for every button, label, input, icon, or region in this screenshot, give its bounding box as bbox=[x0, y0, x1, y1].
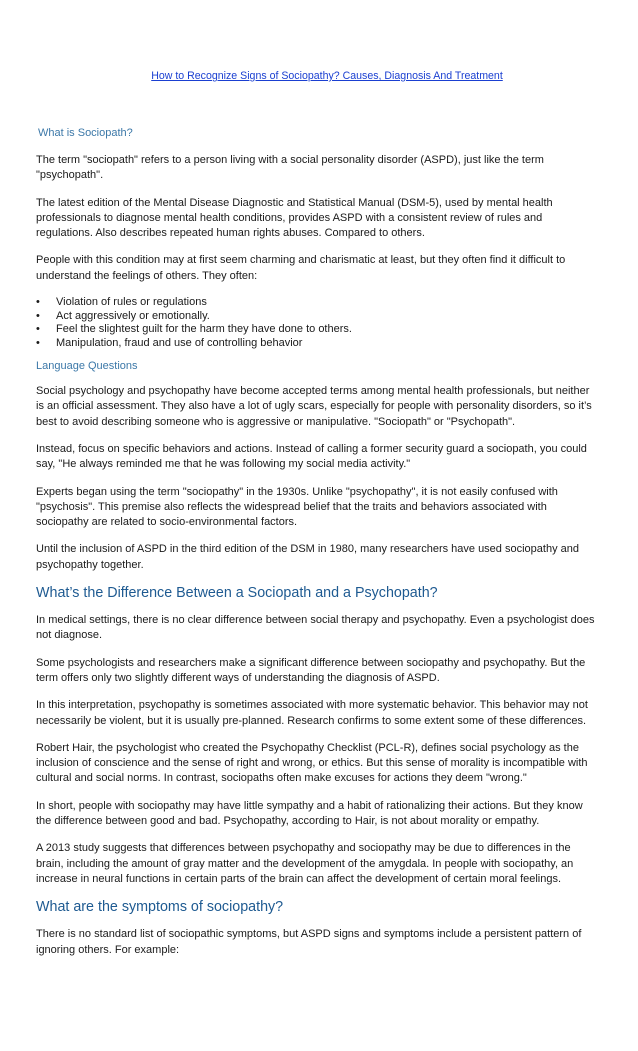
paragraph: There is no standard list of sociopathic symptoms, but ASPD signs and symptoms include a persistent pattern of ignoring others. For example: bbox=[36, 928, 582, 956]
list-item-text: Violation of rules or regulations bbox=[56, 296, 207, 309]
list-item bbox=[36, 310, 596, 324]
section-heading-what-is-sociopath: What is Sociopath? bbox=[38, 127, 133, 139]
paragraph: Robert Hair, the psychologist who created the Psychopathy Checklist (PCL-R), defines social psychology as the inclusion of conscience and the sense of right and wrong, or ethics. But this sense of morality is incompatible with cultural and social norms. In contrast, sociopaths often make excuses for actions they deem "wrong." bbox=[36, 741, 588, 785]
paragraph: People with this condition may at first seem charming and charismatic at least, but they often find it difficult to understand the feelings of others. They often: bbox=[36, 254, 566, 282]
section-heading-language-questions: Language Questions bbox=[36, 360, 138, 373]
list-item bbox=[36, 296, 596, 310]
bullet-list bbox=[36, 296, 596, 350]
paragraph: In this interpretation, psychopathy is sometimes associated with more systematic behavior. This behavior may not necessarily be violent, but it is usually pre-planned. Research confirms to some extent some of these differences. bbox=[36, 699, 588, 727]
section-heading-symptoms: What are the symptoms of sociopathy? bbox=[36, 899, 284, 916]
list-item-text: Act aggressively or emotionally. bbox=[56, 309, 210, 322]
bullet-icon: • bbox=[36, 309, 40, 322]
list-item-text: Manipulation, fraud and use of controlling behavior bbox=[56, 336, 303, 349]
paragraph: In medical settings, there is no clear difference between social therapy and psychopathy. Even a psychologist does not diagnose. bbox=[36, 614, 595, 642]
paragraph: Social psychology and psychopathy have become accepted terms among mental health professionals, but neither is an official assessment. They also have a lot of ugly scars, especially for people with personality disorders, so it’s best to avoid describing someone who is aggressive or manipulative. "Sociopath" or "Psychopath". bbox=[36, 385, 592, 428]
bullet-icon: • bbox=[36, 296, 40, 309]
bullet-icon: • bbox=[36, 323, 40, 336]
paragraph: Until the inclusion of ASPD in the third edition of the DSM in 1980, many researchers have used sociopathy and psychopathy together. bbox=[36, 543, 579, 571]
section-heading-difference: What’s the Difference Between a Sociopath and a Psychopath? bbox=[36, 585, 438, 602]
document-body bbox=[36, 127, 596, 970]
paragraph: Instead, focus on specific behaviors and actions. Instead of calling a former security guard a sociopath, you could say, "He always reminded me that he was following my social media activity." bbox=[36, 442, 587, 471]
title-link[interactable]: How to Recognize Signs of Sociopathy? Causes, Diagnosis And Treatment bbox=[151, 70, 503, 82]
paragraph: The term "sociopath" refers to a person living with a social personality disorder (ASPD), just like the term "psychopath". bbox=[36, 154, 544, 182]
paragraph: Some psychologists and researchers make a significant difference between sociopathy and psychopathy. But the term offers only two slightly different ways of understanding the diagnosis of ASPD. bbox=[36, 656, 586, 684]
paragraph: Experts began using the term "sociopathy" in the 1930s. Unlike "psychopathy", it is not easily confused with "psychosis". This premise also reflects the widespread belief that the traits and behaviors associated with sociopathy are related to socio-environmental factors. bbox=[36, 485, 558, 529]
list-item-text: Feel the slightest guilt for the harm they have done to others. bbox=[56, 323, 352, 336]
paragraph: In short, people with sociopathy may have little sympathy and a habit of rationalizing their actions. But they know the difference between good and bad. Psychopathy, according to Hair, is not about morality or empathy. bbox=[36, 799, 583, 828]
bullet-icon: • bbox=[36, 336, 40, 349]
list-item bbox=[36, 323, 596, 337]
list-item bbox=[36, 337, 596, 351]
paragraph: The latest edition of the Mental Disease Diagnostic and Statistical Manual (DSM-5), used by mental health professionals to diagnose mental health conditions, provides ASPD with a consistent review of rules and regulations. Also describes repeated human rights abuses. Compared to others. bbox=[36, 196, 553, 240]
paragraph: A 2013 study suggests that differences between psychopathy and sociopathy may be due to differences in the brain, including the amount of gray matter and the development of the amygdala. In people with sociopathy, an increase in neural functions in certain parts of the brain can affect the development of certain moral feelings. bbox=[36, 842, 574, 885]
